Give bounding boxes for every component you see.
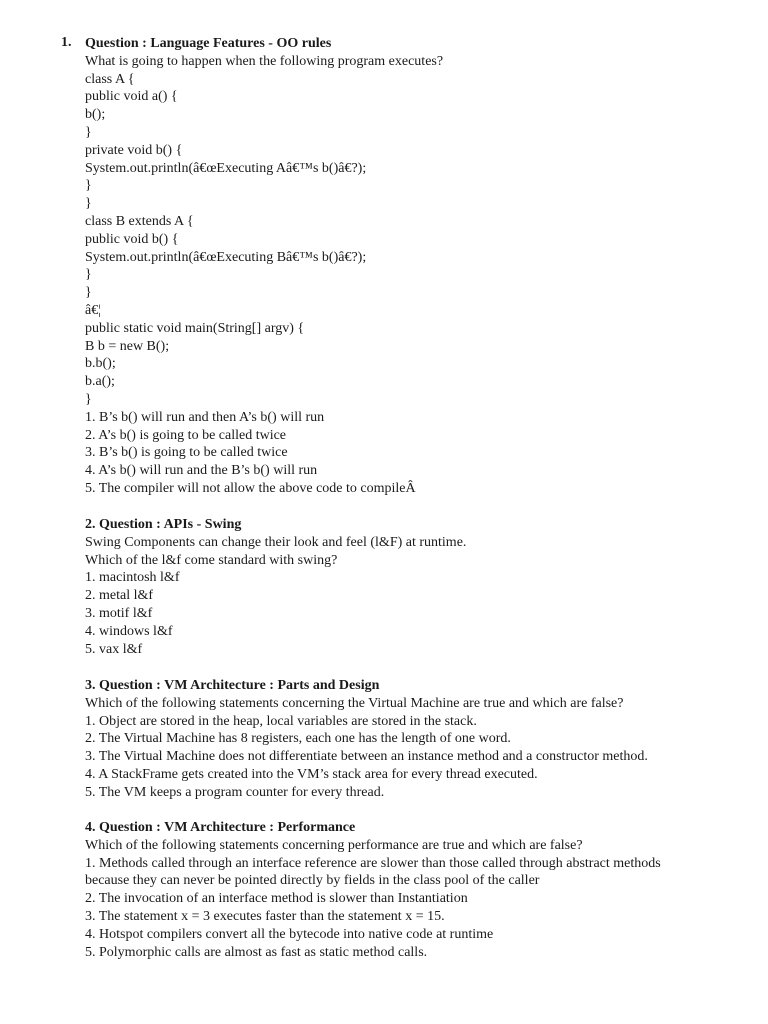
question-text: Which of the following statements concerning performance are true and which are false?	[85, 837, 583, 853]
question-title: Question : Language Features - OO rules	[85, 36, 332, 51]
answer-option: 3. The Virtual Machine does not differentiate between an instance method and a constructor method.	[85, 749, 648, 765]
code-line: }	[85, 196, 92, 212]
question-number: 1.	[61, 35, 72, 50]
code-line: B b = new B();	[85, 338, 170, 354]
answer-option: 5. The VM keeps a program counter for every thread.	[85, 784, 385, 800]
code-line: }	[85, 178, 92, 194]
code-line: b.b();	[85, 356, 116, 372]
code-line: b.a();	[85, 374, 115, 390]
answer-option: 2. The invocation of an interface method is slower than Instantiation	[85, 891, 468, 907]
question-text: Which of the following statements concerning the Virtual Machine are true and which are false?	[85, 695, 624, 711]
code-line: System.out.println(â€œExecuting Aâ€™s b()â€?);	[85, 160, 367, 176]
question-1	[61, 35, 755, 498]
answer-option: 2. metal l&f	[85, 588, 154, 604]
question-text: Which of the l&f come standard with swing?	[85, 552, 338, 568]
answer-option: 3. B’s b() is going to be called twice	[85, 445, 288, 461]
code-line: }	[85, 391, 92, 407]
answer-option: 4. Hotspot compilers convert all the bytecode into native code at runtime	[85, 926, 494, 942]
code-line: private void b() {	[85, 142, 183, 158]
question-text: Swing Components can change their look and feel (l&F) at runtime.	[85, 534, 467, 550]
code-line: public void a() {	[85, 89, 178, 105]
answer-option: 1. B’s b() will run and then A’s b() will run	[85, 409, 325, 425]
answer-option: 2. The Virtual Machine has 8 registers, each one has the length of one word.	[85, 731, 511, 747]
code-line: public static void main(String[] argv) {	[85, 320, 305, 336]
answer-option: 3. motif l&f	[85, 605, 153, 621]
answer-option: 1. macintosh l&f	[85, 570, 180, 586]
answer-option: 4. A StackFrame gets created into the VM’s stack area for every thread executed.	[85, 766, 538, 782]
question-title: 2. Question : APIs - Swing	[85, 517, 242, 532]
code-line: public void b() {	[85, 231, 179, 247]
answer-option: 4. A’s b() will run and the B’s b() will run	[85, 463, 318, 479]
code-line: class B extends A {	[85, 213, 194, 229]
question-text: What is going to happen when the following program executes?	[85, 53, 444, 69]
answer-option: because they can never be pointed directly by fields in the class pool of the caller	[85, 873, 540, 889]
code-line: System.out.println(â€œExecuting Bâ€™s b()â€?);	[85, 249, 367, 265]
answer-option: 2. A’s b() is going to be called twice	[85, 427, 287, 443]
question-title: 3. Question : VM Architecture : Parts and Design	[85, 678, 380, 693]
question-2	[85, 516, 755, 658]
question-title: 4. Question : VM Architecture : Performance	[85, 820, 356, 835]
question-4	[85, 819, 755, 961]
code-line: b();	[85, 107, 106, 123]
code-line: â€¦	[85, 302, 102, 318]
answer-option: 4. windows l&f	[85, 623, 173, 639]
code-line: }	[85, 124, 92, 140]
answer-option: 3. The statement x = 3 executes faster than the statement x = 15.	[85, 908, 445, 924]
code-line: }	[85, 285, 92, 301]
answer-option: 5. The compiler will not allow the above code to compileÂ	[85, 480, 416, 496]
code-line: class A {	[85, 71, 135, 87]
answer-option: 5. vax l&f	[85, 641, 143, 657]
answer-option: 1. Object are stored in the heap, local variables are stored in the stack.	[85, 713, 477, 729]
code-line: }	[85, 267, 92, 283]
answer-option: 1. Methods called through an interface reference are slower than those called through abstract methods	[85, 855, 661, 871]
question-3	[85, 677, 755, 802]
answer-option: 5. Polymorphic calls are almost as fast as static method calls.	[85, 944, 428, 960]
